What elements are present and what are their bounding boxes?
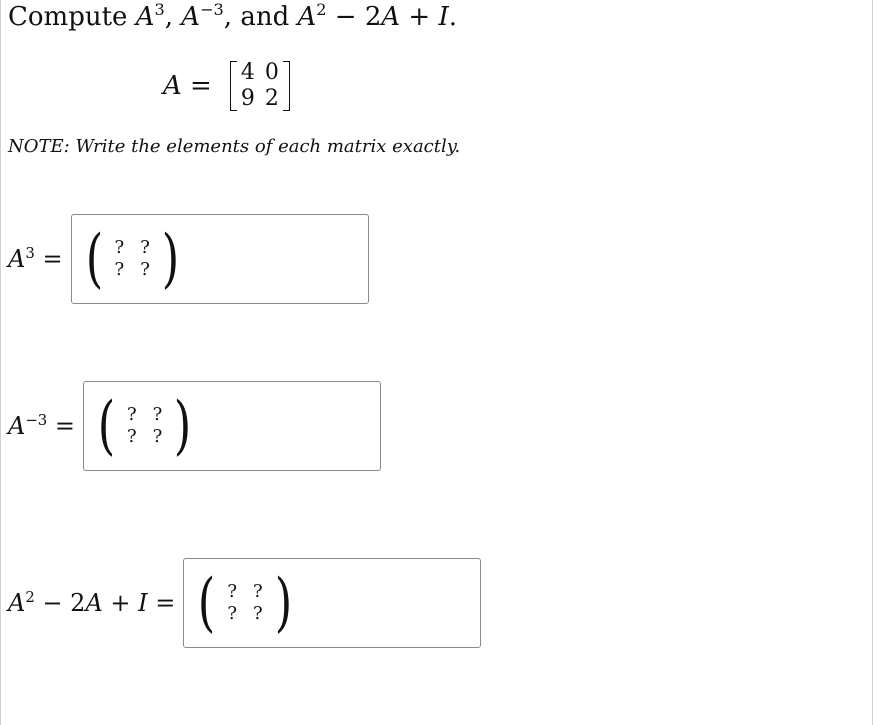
matrix-entry[interactable]: ? bbox=[127, 404, 137, 425]
given-matrix bbox=[230, 60, 290, 112]
given-matrix-cell: 9 bbox=[240, 86, 255, 111]
plus-sign: + bbox=[102, 589, 139, 617]
math-a: A bbox=[8, 412, 26, 440]
answer-box-a-inverse-cubed[interactable] bbox=[83, 381, 381, 471]
question-prefix: Compute bbox=[8, 2, 136, 32]
exponent: −3 bbox=[25, 410, 48, 429]
answer-box-polynomial[interactable] bbox=[183, 558, 481, 648]
equals-sign: = bbox=[147, 589, 176, 617]
equals-sign: = bbox=[34, 245, 63, 273]
exponent: 2 bbox=[25, 587, 35, 606]
math-a: A bbox=[181, 2, 201, 32]
answer-label bbox=[8, 245, 63, 273]
matrix-entry[interactable]: ? bbox=[114, 237, 125, 258]
exponent-2: 2 bbox=[316, 0, 327, 20]
minus-two: − 2 bbox=[326, 2, 382, 32]
given-matrix-cell: 0 bbox=[264, 60, 279, 85]
answer-box-a-cubed[interactable] bbox=[71, 214, 369, 304]
math-a: A bbox=[297, 2, 317, 32]
given-matrix-equation bbox=[163, 60, 290, 112]
matrix-entry[interactable]: ? bbox=[227, 603, 238, 624]
answer-row-polynomial bbox=[8, 558, 481, 648]
math-a: A bbox=[135, 2, 155, 32]
separator: , bbox=[164, 2, 182, 32]
matrix-entry[interactable]: ? bbox=[140, 259, 150, 280]
plus-sign: + bbox=[400, 2, 439, 32]
math-i: I bbox=[138, 589, 148, 617]
exponent-neg3: −3 bbox=[200, 0, 224, 20]
matrix-entry[interactable]: ? bbox=[127, 426, 137, 447]
separator-and: , and bbox=[223, 2, 298, 32]
answer-matrix bbox=[82, 222, 183, 296]
answer-matrix bbox=[94, 389, 195, 463]
left-border bbox=[0, 0, 1, 725]
answer-row-a-inverse-cubed bbox=[8, 381, 381, 471]
math-i: I bbox=[438, 2, 449, 32]
left-paren: ( bbox=[85, 222, 103, 296]
answer-row-a-cubed bbox=[8, 214, 369, 304]
matrix-entry[interactable]: ? bbox=[152, 426, 163, 447]
math-a: A bbox=[8, 589, 26, 617]
given-matrix-lhs: A = bbox=[163, 71, 212, 101]
minus-two: − 2 bbox=[34, 589, 86, 617]
right-paren: ) bbox=[274, 566, 292, 640]
left-paren: ( bbox=[97, 389, 116, 463]
exponent-3: 3 bbox=[154, 0, 165, 20]
matrix-entry[interactable]: ? bbox=[253, 581, 263, 602]
right-paren: ) bbox=[174, 389, 192, 463]
matrix-entry[interactable]: ? bbox=[253, 603, 263, 624]
left-paren: ( bbox=[198, 566, 216, 640]
answer-matrix bbox=[194, 566, 295, 640]
note-text: NOTE: Write the elements of each matrix exactly. bbox=[8, 136, 461, 157]
exponent: 3 bbox=[25, 243, 35, 262]
period: . bbox=[448, 2, 458, 32]
matrix-entry[interactable]: ? bbox=[152, 404, 163, 425]
math-a: A bbox=[8, 245, 26, 273]
right-paren: ) bbox=[161, 222, 180, 296]
matrix-entry[interactable]: ? bbox=[140, 237, 150, 258]
answer-label bbox=[8, 589, 175, 617]
math-a: A bbox=[381, 2, 401, 32]
math-a: A bbox=[85, 589, 103, 617]
given-matrix-cell: 4 bbox=[240, 60, 255, 85]
matrix-entry[interactable]: ? bbox=[114, 259, 125, 280]
given-matrix-cell: 2 bbox=[264, 86, 279, 111]
equals-sign: = bbox=[47, 412, 76, 440]
question-text bbox=[8, 2, 457, 32]
answer-label bbox=[8, 412, 75, 440]
matrix-entry[interactable]: ? bbox=[227, 581, 238, 602]
